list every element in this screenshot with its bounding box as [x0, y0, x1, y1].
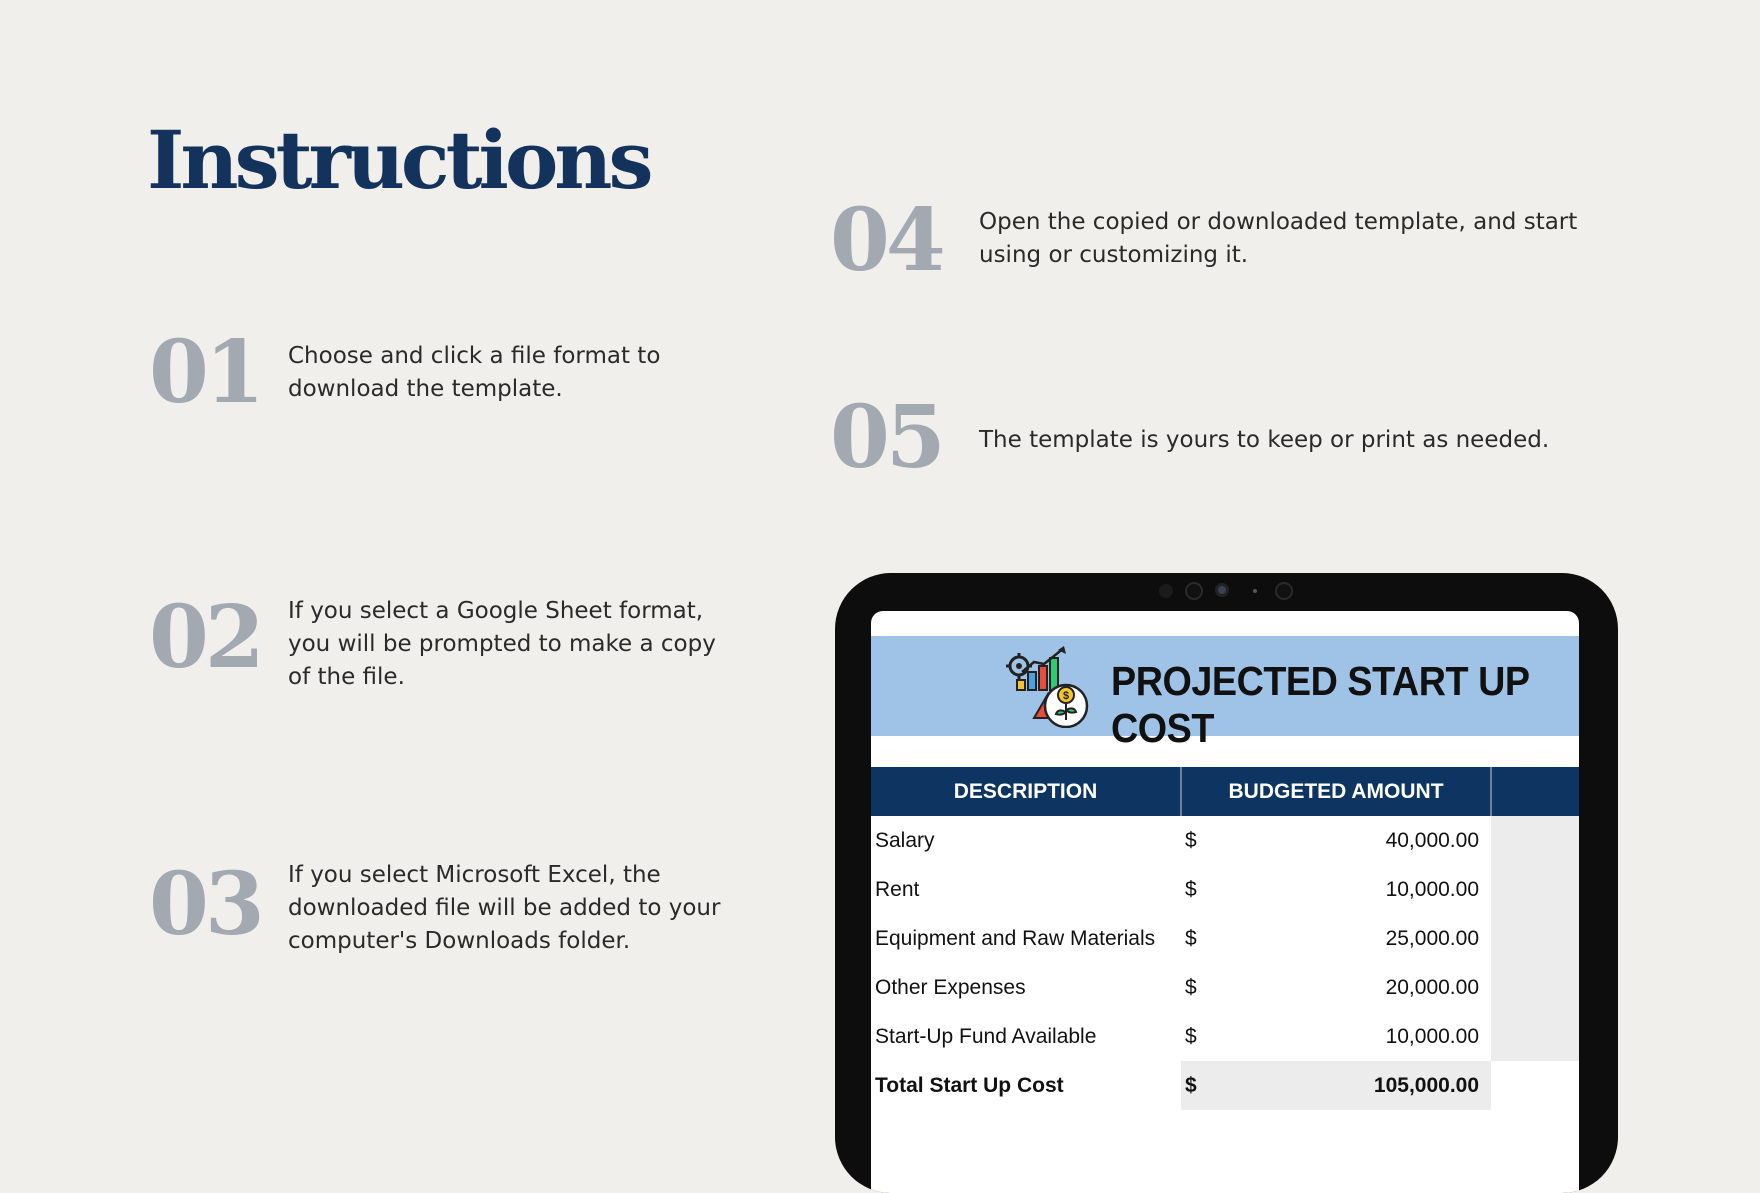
table-header-row [871, 767, 1579, 816]
cell-amount[interactable]: 25,000.00 [1385, 926, 1480, 950]
cell-currency[interactable]: $ [1185, 926, 1197, 950]
cell-description[interactable]: Equipment and Raw Materials [875, 926, 1156, 950]
table-row [871, 865, 1579, 914]
column-header-empty [1491, 767, 1579, 816]
cell-description[interactable]: Other Expenses [875, 975, 1026, 999]
camera-sensor [1159, 584, 1173, 598]
step-number: 04 [830, 190, 942, 291]
step-text: Choose and click a file format to download the template. [288, 343, 661, 402]
cell-empty[interactable] [1491, 914, 1579, 963]
sheet-banner [871, 636, 1579, 751]
page-title: Instructions [147, 113, 650, 207]
cell-empty[interactable] [1491, 816, 1579, 865]
camera-dot [1253, 589, 1257, 593]
cell-empty[interactable] [1491, 1061, 1579, 1110]
cell-amount[interactable]: 40,000.00 [1385, 828, 1480, 852]
cell-currency[interactable]: $ [1185, 975, 1197, 999]
cell-empty[interactable] [1491, 963, 1579, 1012]
table-row [871, 914, 1579, 963]
sheet-title: PROJECTED START UP COST [1111, 658, 1529, 751]
step-text: The template is yours to keep or print as needed. [979, 427, 1550, 453]
cell-amount[interactable]: 10,000.00 [1385, 1024, 1480, 1048]
cell-empty[interactable] [1491, 865, 1579, 914]
step-number: 03 [149, 854, 261, 955]
cell-amount[interactable]: 20,000.00 [1385, 975, 1480, 999]
camera-sensor [1185, 582, 1203, 600]
cell-total-amount[interactable]: 105,000.00 [1207, 1061, 1491, 1110]
step-text: Open the copied or downloaded template, and start using or customizing it. [979, 209, 1578, 268]
svg-text:$: $ [1062, 690, 1070, 702]
camera-lens-icon [1215, 583, 1229, 597]
camera-sensor [1275, 582, 1293, 600]
step-number: 02 [149, 587, 261, 688]
table-row [871, 963, 1579, 1012]
step-text: If you select Microsoft Excel, the downloaded file will be added to your computer's Downloads folder. [288, 862, 721, 954]
cell-total-label[interactable]: Total Start Up Cost [875, 1073, 1064, 1097]
step-text: If you select a Google Sheet format, you will be prompted to make a copy of the file. [288, 598, 716, 690]
cell-description[interactable]: Salary [875, 828, 935, 852]
cell-empty[interactable] [1491, 1012, 1579, 1061]
table-row [871, 816, 1579, 865]
column-header-amount: BUDGETED AMOUNT [1181, 767, 1491, 816]
total-row [871, 1061, 1579, 1110]
cell-description[interactable]: Start-Up Fund Available [875, 1024, 1097, 1048]
cell-currency[interactable]: $ [1185, 877, 1197, 901]
cell-currency[interactable]: $ [1185, 1024, 1197, 1048]
table-row [871, 1012, 1579, 1061]
cell-currency[interactable]: $ [1181, 1061, 1207, 1110]
step-number: 05 [830, 387, 942, 488]
cell-currency[interactable]: $ [1185, 828, 1197, 852]
cell-description[interactable]: Rent [875, 877, 920, 901]
step-number: 01 [149, 322, 261, 423]
startup-cost-chart-icon [1006, 644, 1092, 728]
startup-cost-table [871, 767, 1579, 1110]
tablet-device [835, 573, 1618, 1193]
spreadsheet-screen [871, 611, 1579, 1193]
column-header-description: DESCRIPTION [871, 767, 1181, 816]
cell-amount[interactable]: 10,000.00 [1385, 877, 1480, 901]
